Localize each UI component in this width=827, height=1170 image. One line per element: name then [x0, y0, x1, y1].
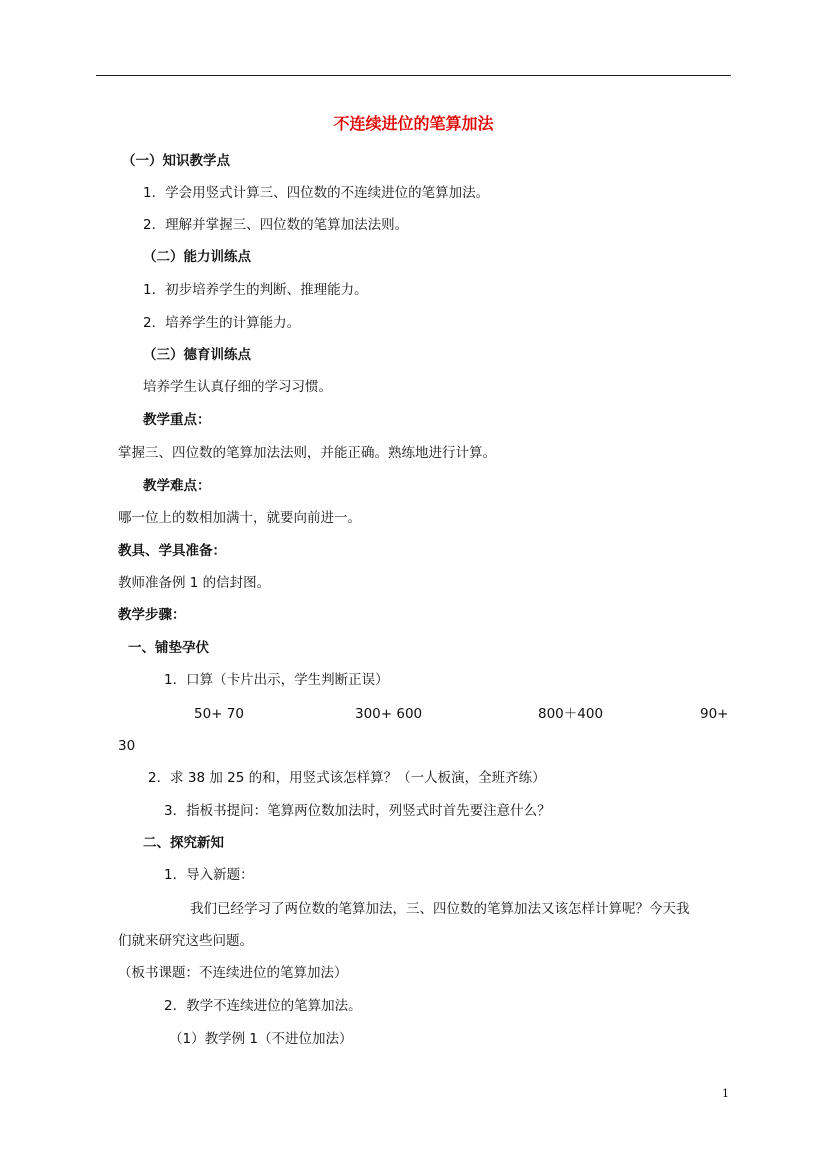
key-point-heading: 教学重点：	[143, 412, 211, 428]
p2-item1: 1．导入新题：	[164, 867, 254, 883]
header-rule	[96, 75, 731, 76]
p1-item3: 3．指板书提问：笔算两位数加法时，列竖式时首先要注意什么？	[164, 803, 551, 819]
p1-item2: 2．求 38 加 25 的和，用竖式该怎样算？（一人板演，全班齐练）	[148, 770, 546, 786]
difficulty-text: 哪一位上的数相加满十，就要向前进一。	[118, 510, 361, 526]
board-title: （板书课题：不连续进位的笔算加法）	[118, 965, 348, 981]
p1-item1: 1．口算（卡片出示，学生判断正误）	[164, 672, 389, 688]
document-title: 不连续进位的笔算加法	[333, 114, 494, 133]
p2-paragraph-line1: 我们已经学习了两位数的笔算加法，三、四位数的笔算加法又该怎样计算呢？今天我	[190, 901, 690, 917]
key-point-text: 掌握三、四位数的笔算加法法则，并能正确。熟练地进行计算。	[118, 445, 496, 461]
calc-2: 300+ 600	[355, 706, 423, 722]
part1-heading: 一、铺垫孕伏	[128, 640, 209, 656]
page-number: 1	[722, 1087, 729, 1100]
steps-heading: 教学步骤：	[118, 607, 186, 623]
prep-heading: 教具、学具准备：	[118, 543, 226, 559]
calc-3: 800＋400	[538, 706, 604, 722]
section1-heading: （一）知识教学点	[122, 153, 230, 169]
s1-item1: 1．学会用竖式计算三、四位数的不连续进位的笔算加法。	[143, 185, 490, 201]
section2-heading: （二）能力训练点	[143, 249, 251, 265]
calc-1: 50+ 70	[194, 706, 244, 722]
p2-item2: 2．教学不连续进位的笔算加法。	[164, 998, 362, 1014]
s2-item1: 1．初步培养学生的判断、推理能力。	[143, 282, 368, 298]
difficulty-heading: 教学难点：	[143, 478, 211, 494]
prep-text: 教师准备例 1 的信封图。	[118, 575, 271, 591]
p2-paragraph-line2: 们就来研究这些问题。	[118, 933, 253, 949]
section3-heading: （三）德育训练点	[143, 347, 251, 363]
s3-item1: 培养学生认真仔细的学习习惯。	[143, 379, 332, 395]
calc-4-continued: 30	[118, 738, 136, 754]
p2-sub1: （1）教学例 1（不进位加法）	[169, 1031, 353, 1047]
part2-heading: 二、探究新知	[143, 835, 224, 851]
s2-item2: 2．培养学生的计算能力。	[143, 315, 301, 331]
calc-4: 90+	[700, 706, 729, 722]
s1-item2: 2．理解并掌握三、四位数的笔算加法法则。	[143, 217, 409, 233]
